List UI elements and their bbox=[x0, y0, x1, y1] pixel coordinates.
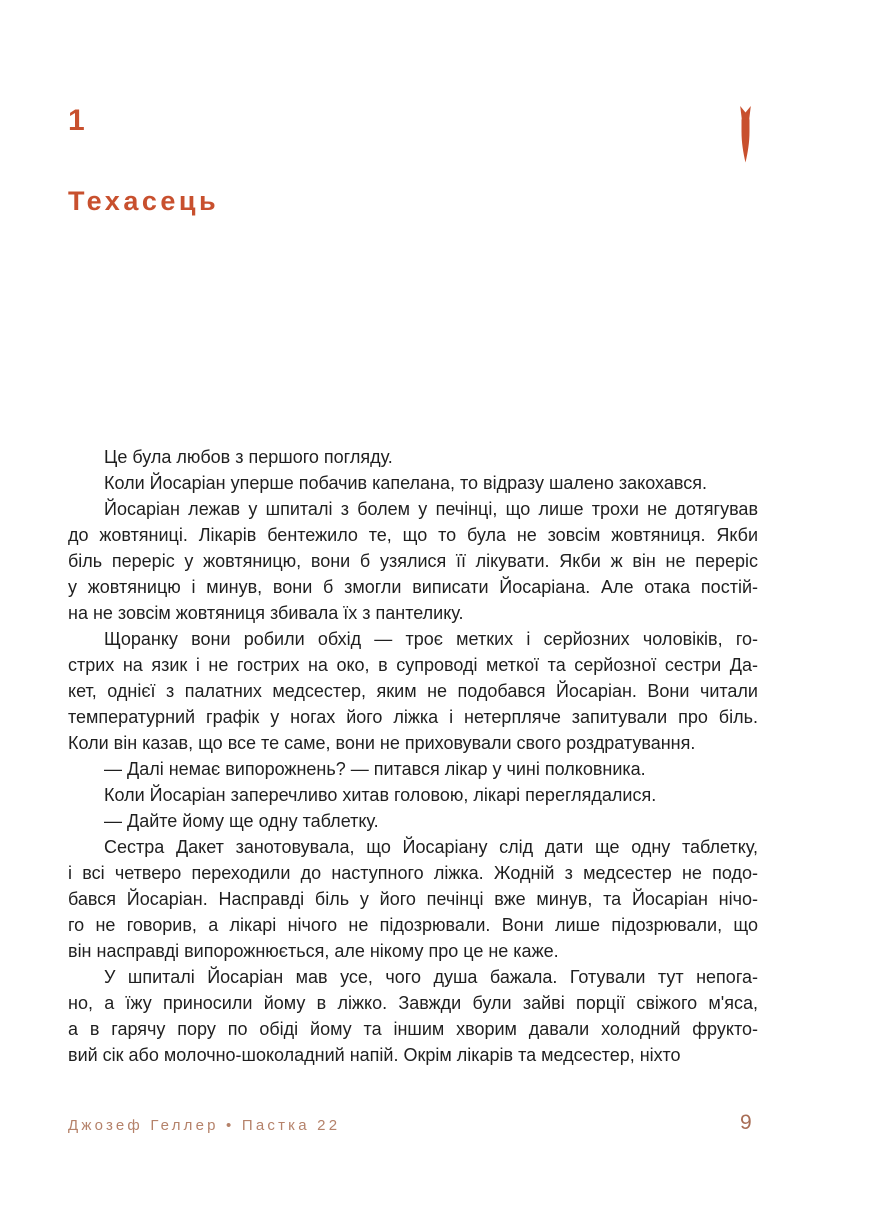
bomb-icon bbox=[735, 106, 756, 163]
text-line: У шпиталі Йосаріан мав усе, чого душа бажала. Готували тут непога- bbox=[104, 967, 758, 987]
chapter-title: Техасець bbox=[68, 186, 220, 216]
paragraph bbox=[68, 470, 758, 496]
text-line: і всі четверо переходили до наступного ліжка. Жодній з медсестер не подо- bbox=[68, 863, 758, 883]
text-line: — Дайте йому ще одну таблетку. bbox=[104, 811, 379, 831]
paragraph bbox=[68, 964, 758, 1068]
text-line: Йосаріан лежав у шпиталі з болем у печінці, що лише трохи не дотягував bbox=[104, 499, 758, 519]
text-line: Коли він казав, що все те саме, вони не приховували свого роздратування. bbox=[68, 733, 696, 753]
running-footer: Джозеф Геллер • Пастка 22 bbox=[68, 1117, 341, 1134]
text-line: Щоранку вони робили обхід — троє метких і серйозних чоловіків, го- bbox=[104, 629, 758, 649]
text-line: го не говорив, а лікарі нічого не підозрювали. Вони лише підозрювали, що bbox=[68, 915, 758, 935]
paragraph bbox=[68, 756, 758, 782]
text-line: у жовтяницю і минув, вони б змогли виписати Йосаріана. Але отака постій- bbox=[68, 577, 758, 597]
paragraph bbox=[68, 834, 758, 964]
text-line: кет, однієї з палатних медсестер, яким не подобався Йосаріан. Вони читали bbox=[68, 681, 758, 701]
text-line: вий сік або молочно-шоколадний напій. Окрім лікарів та медсестер, ніхто bbox=[68, 1045, 681, 1065]
paragraph bbox=[68, 626, 758, 756]
body-text bbox=[68, 444, 758, 1068]
text-line: а в гарячу пору по обіді йому та іншим хворим давали холодний фрукто- bbox=[68, 1019, 758, 1039]
paragraph bbox=[68, 782, 758, 808]
paragraph bbox=[68, 444, 758, 470]
text-line: но, а їжу приносили йому в ліжко. Завжди були зайві порції свіжого м'яса, bbox=[68, 993, 758, 1013]
text-line: на не зовсім жовтяниця збивала їх з пантелику. bbox=[68, 603, 464, 623]
text-line: температурний графік у ногах його ліжка і нетерпляче запитували про біль. bbox=[68, 707, 758, 727]
text-line: стрих на язик і не гострих на око, в супроводі меткої та серйозної сестри Да- bbox=[68, 655, 758, 675]
paragraph bbox=[68, 808, 758, 834]
text-line: біль переріс у жовтяницю, вони б узялися її лікувати. Якби ж він не переріс bbox=[68, 551, 758, 571]
text-line: Коли Йосаріан заперечливо хитав головою, лікарі переглядалися. bbox=[104, 785, 657, 805]
text-line: до жовтяниці. Лікарів бентежило те, що то була не зовсім жовтяниця. Якби bbox=[68, 525, 758, 545]
page-number: 9 bbox=[740, 1111, 752, 1134]
text-line: — Далі немає випорожнень? — питався лікар у чині полковника. bbox=[104, 759, 646, 779]
text-line: Це була любов з першого погляду. bbox=[104, 447, 393, 467]
text-line: Коли Йосаріан уперше побачив капелана, то відразу шалено закохався. bbox=[104, 473, 707, 493]
text-line: він насправді випорожнюється, але нікому про це не каже. bbox=[68, 941, 559, 961]
text-line: бався Йосаріан. Насправді біль у його печінці вже минув, та Йосаріан нічо- bbox=[68, 889, 758, 909]
chapter-number: 1 bbox=[68, 104, 85, 137]
paragraph bbox=[68, 496, 758, 626]
text-line: Сестра Дакет занотовувала, що Йосаріану слід дати ще одну таблетку, bbox=[104, 837, 758, 857]
